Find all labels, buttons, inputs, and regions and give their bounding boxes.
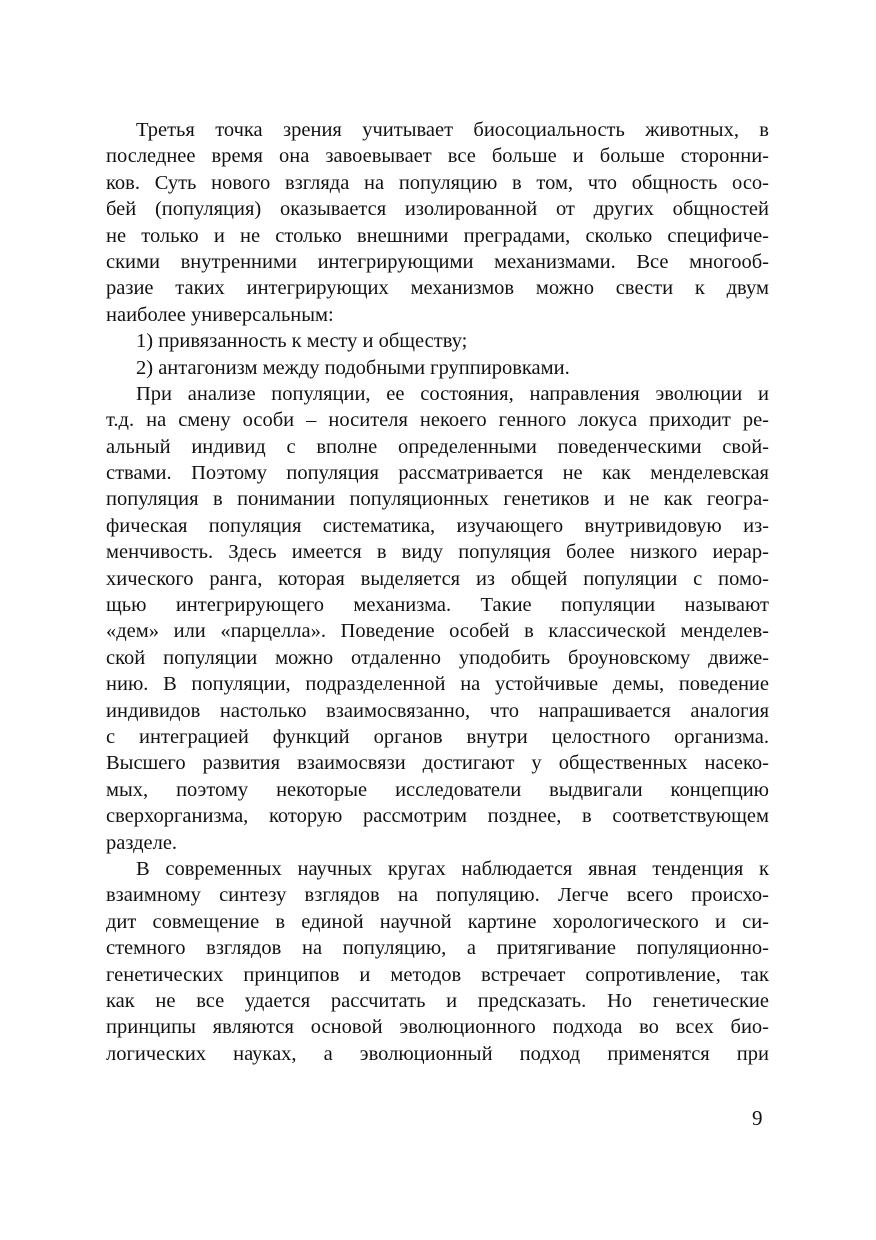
text-line: альный индивид с вполне определенными поведенческими свой- — [106, 435, 769, 458]
text-line: Третья точка зрения учитывает биосоциальность животных, в — [136, 119, 769, 141]
text-line: популяция в понимании популяционных генетиков и не как геогра- — [106, 488, 769, 511]
text-line: мых, поэтому некоторые исследователи выдвигали концепцию — [106, 778, 769, 801]
text-line: разделе. — [106, 831, 178, 854]
text-line: щью интегрирующего механизма. Такие популяции называют — [106, 594, 769, 617]
text-line: не только и не столько внешними преградами, сколько специфиче- — [106, 224, 769, 247]
text-line: с интеграцией функций органов внутри целостного организма. — [106, 725, 769, 748]
text-line: 1) привязанность к месту и обществу; — [136, 330, 468, 353]
text-line: логических науках, а эволюционный подход применятся при — [106, 1042, 769, 1065]
text-line: При анализе популяции, ее состояния, направления эволюции и — [136, 382, 769, 405]
text-line: последнее время она завоевывает все больше и больше сторонни- — [106, 145, 769, 168]
text-line: менчивость. Здесь имеется в виду популяция более низкого иерар- — [106, 541, 769, 564]
text-line: бей (популяция) оказывается изолированной от других общностей — [106, 198, 769, 221]
text-line: сверхорганизма, которую рассмотрим позднее, в соответствующем — [106, 805, 769, 828]
text-line: принципы являются основой эволюционного подхода во всех био- — [106, 1016, 769, 1039]
text-line: ской популяции можно отдаленно уподобить броуновскому движе- — [106, 646, 769, 669]
text-line: как не все удается рассчитать и предсказать. Но генетические — [106, 989, 769, 1012]
text-line: 2) антагонизм между подобными группировками. — [136, 356, 570, 379]
page-text-body — [106, 117, 769, 1067]
text-line: индивидов настолько взаимосвязанно, что напрашивается аналогия — [106, 699, 769, 722]
text-line: наиболее универсальным: — [106, 303, 334, 326]
text-line: т.д. на смену особи – носителя некоего генного локуса приходит ре- — [106, 409, 769, 432]
text-line: Высшего развития взаимосвязи достигают у общественных насеко- — [106, 752, 769, 775]
text-line: дит совмещение в единой научной картине хорологического и си- — [106, 910, 769, 933]
text-line: фическая популяция систематика, изучающего внутривидовую из- — [106, 514, 769, 537]
text-line: нию. В популяции, подразделенной на устойчивые демы, поведение — [106, 673, 769, 696]
text-line: разие таких интегрирующих механизмов можно свести к двум — [106, 277, 769, 300]
text-line: хического ранга, которая выделяется из общей популяции с помо- — [106, 567, 769, 590]
text-line: В современных научных кругах наблюдается явная тенденция к — [136, 857, 769, 880]
text-line: ков. Суть нового взгляда на популяцию в том, что общность осо- — [106, 171, 769, 194]
text-line: стемного взглядов на популяцию, а притягивание популяционно- — [106, 937, 769, 960]
text-line: скими внутренними интегрирующими механизмами. Все многооб- — [106, 250, 769, 273]
page-number: 9 — [752, 1106, 763, 1130]
text-line: «дем» или «парцелла». Поведение особей в классической менделев- — [106, 620, 769, 643]
text-line: ствами. Поэтому популяция рассматривается не как менделевская — [106, 462, 769, 485]
text-line: взаимному синтезу взглядов на популяцию. Легче всего происхо- — [106, 884, 769, 907]
text-line: генетических принципов и методов встречает сопротивление, так — [106, 963, 769, 986]
